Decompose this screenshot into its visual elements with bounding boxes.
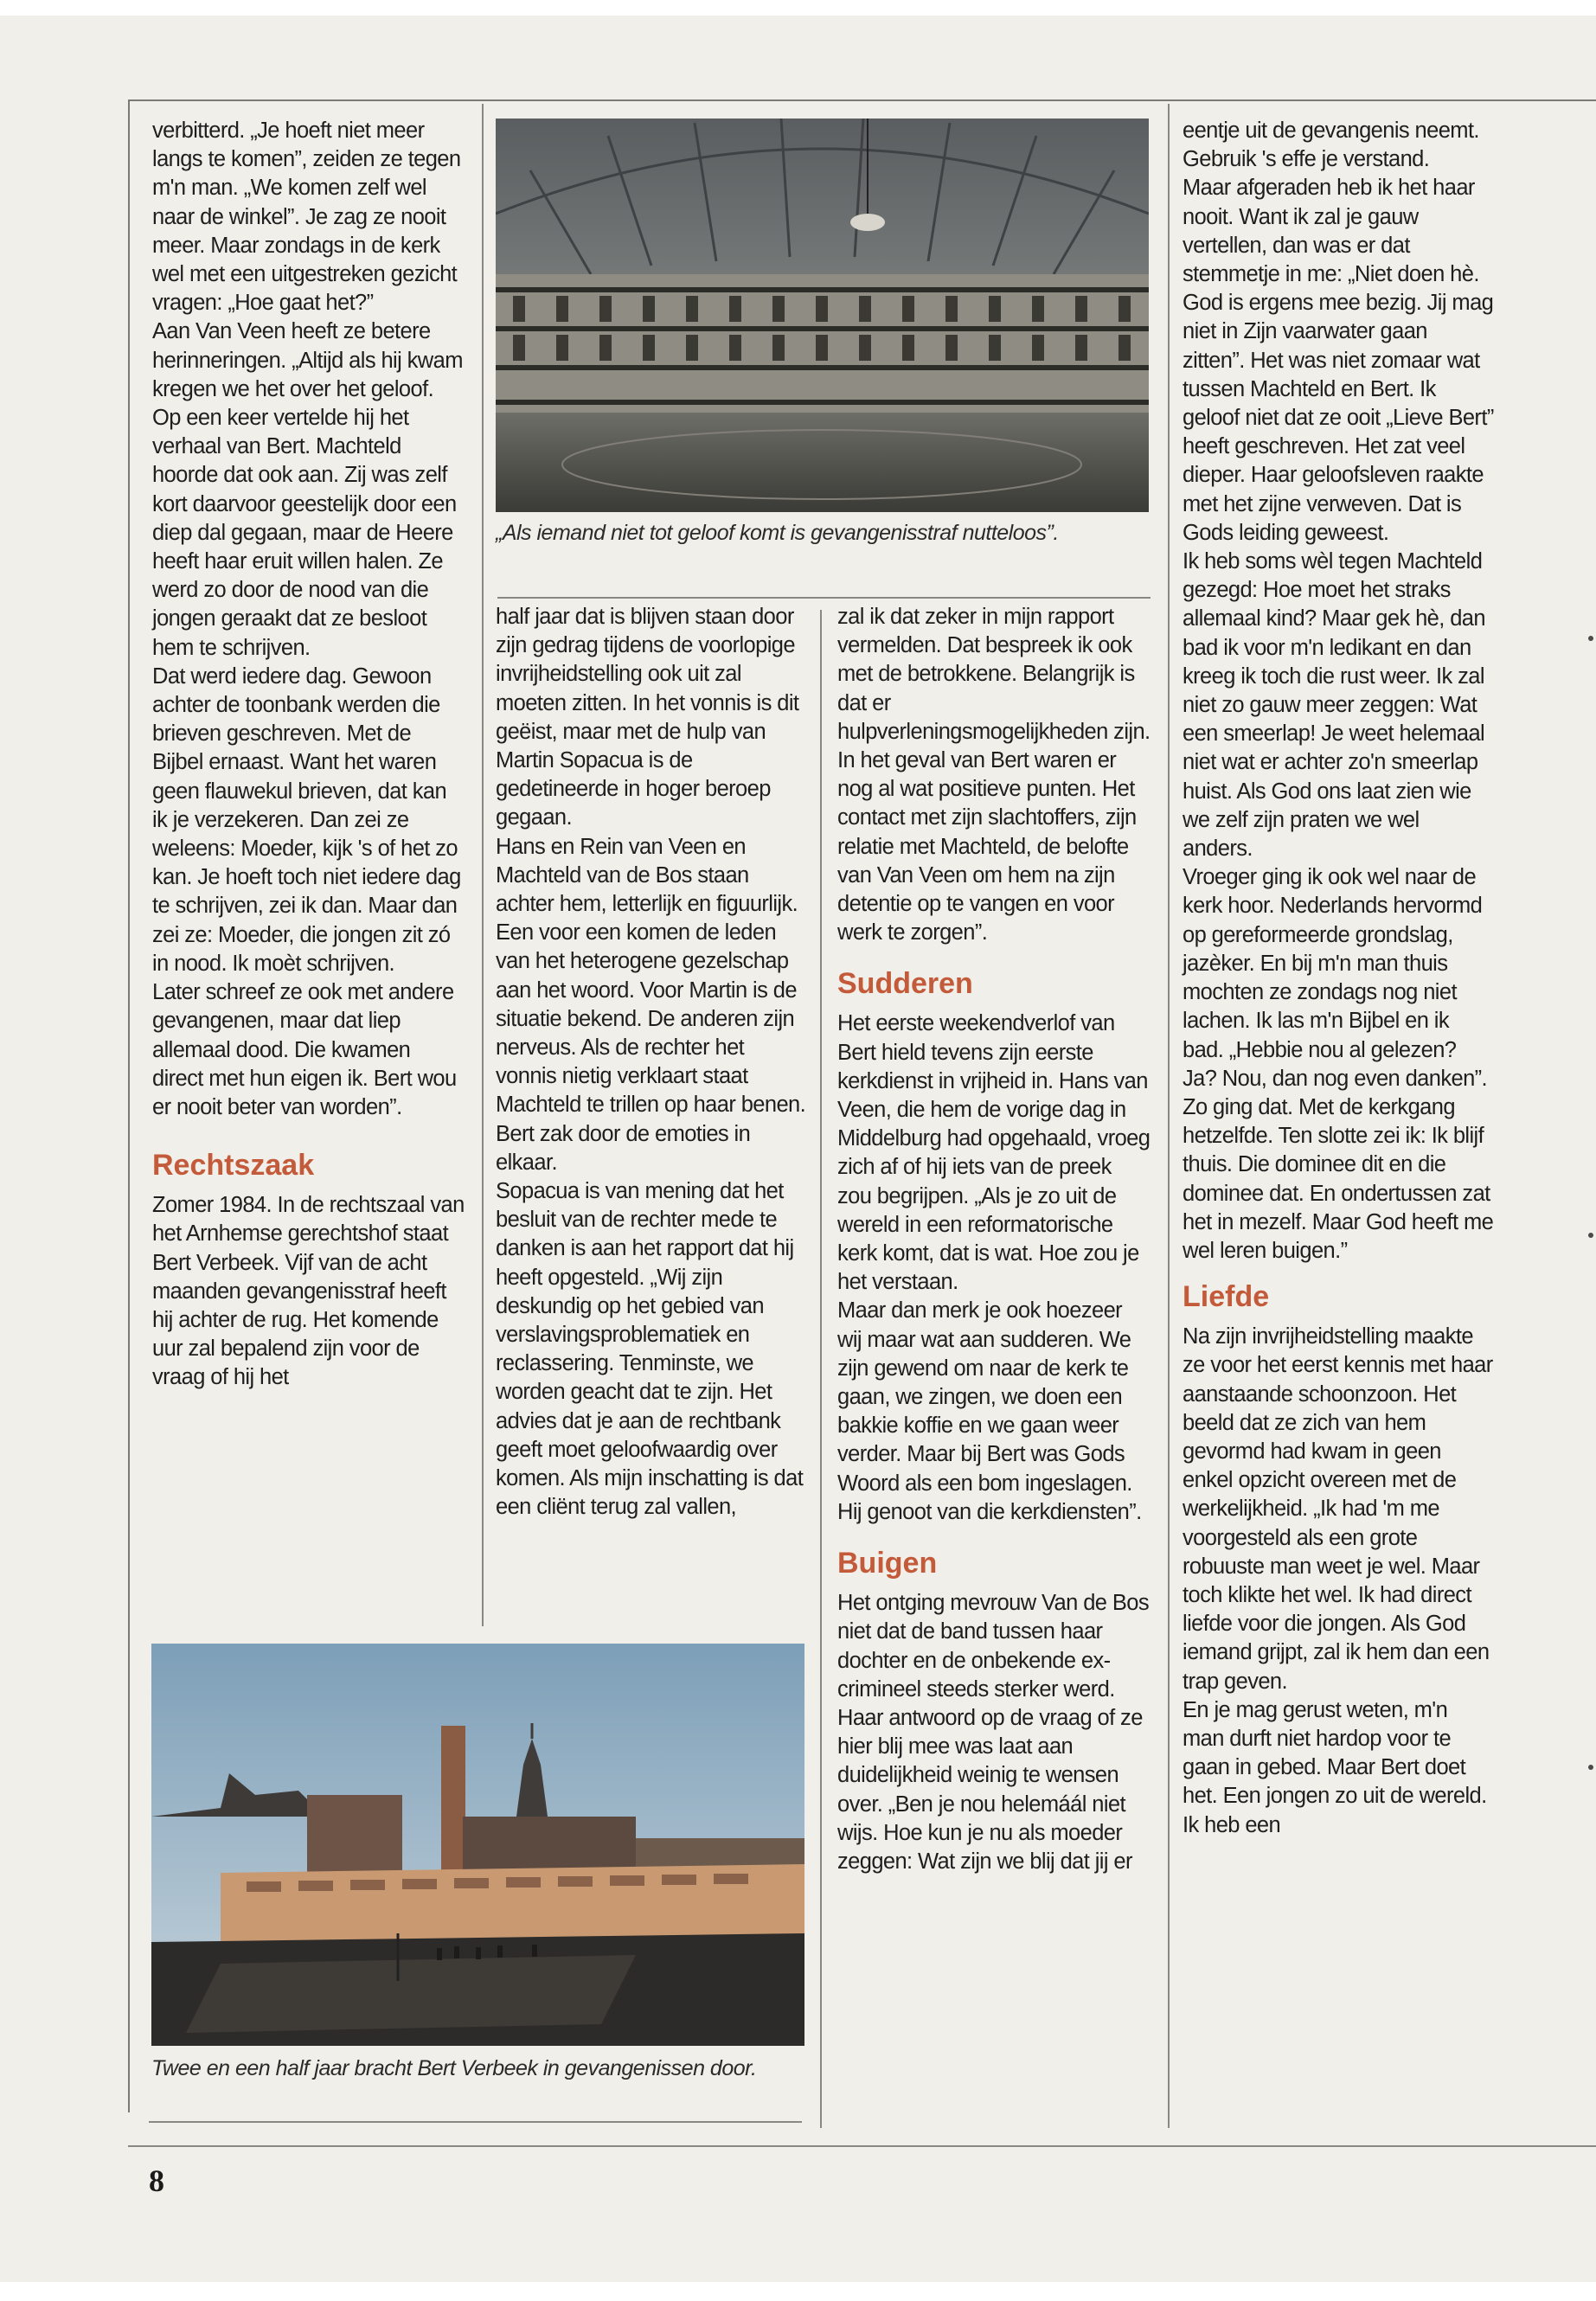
prison-dome-photo [496,119,1149,512]
paragraph: verbitterd. „Je hoeft niet meer langs te komen”, zeiden ze tegen m'n man. „We komen zelf wel naar de winkel”. Je zag ze nooit meer. Maar zondags in de kerk wel met een uitgestreken gezicht vragen: „Hoe gaat het?” [152,119,461,316]
paragraph: Aan Van Veen heeft ze betere herinneringen. „Altijd als hij kwam kregen we het over het geloof. Op een keer vertelde hij het verhaal van Bert. Machteld hoorde dat ook aan. Zij was zelf kort daarvoor geestelijk door een diep dal gegaan, maar de Heere heeft haar eruit willen halen. Ze werd zo door de nood van die jongen geraakt dat ze besloot hem te schrijven. [152,319,463,660]
paragraph: Ik heb soms wèl tegen Machteld gezegd: Hoe moet het straks allemaal kind? Maar gek hè, dan bad ik voor m'n ledikant en dan kreeg ik toch die rust weer. Ik zal niet zo gauw meer zeggen: Wat een smeerlap! Je weet helemaal niet wat er achter zo'n smeerlap huist. Als God ons laat zien wie we zelf zijn praten we wel anders. [1183,549,1485,862]
section-heading-sudderen: Sudderen [837,967,973,1001]
paragraph: Het ontging mevrouw Van de Bos niet dat de band tussen haar dochter en de onbekende ex-crimineel steeds sterker werd. Haar antwoord op de vraag of ze hier blij mee was laat aan duidelijkheid weinig te wensen over. „Ben je nou helemáál niet wijs. Hoe kun je nu als moeder zeggen: Wat zijn we blij dat jij er [837,1591,1149,1874]
paragraph: Het eerste weekendverlof van Bert hield tevens zijn eerste kerkdienst in vrijheid in. Hans van Veen, die hem de vorige dag in Middelburg had opgehaald, vroeg zich af of hij iets van de preek zou begrijpen. „Als je zo uit de wereld in een reformatorische kerk komt, dat is wat. Hoe zou je het verstaan. [837,1011,1151,1295]
column-1 [152,117,465,1393]
paragraph: Zomer 1984. In de rechtszaal van het Arnhemse gerechtshof staat Bert Verbeek. Vijf van de acht maanden gevangenisstraf heeft hij achter de rug. Het komende uur zal bepalend zijn voor de vraag of hij het [152,1193,465,1390]
paragraph: Maar dan merk je ook hoezeer wij maar wat aan sudderen. We zijn gewend om naar de kerk te gaan, we zingen, we doen een bakkie koffie en we gaan weer verder. Maar bij Bert was Gods Woord als een bom ingeslagen. Hij genoot van die kerkdiensten”. [837,1298,1142,1524]
paragraph: zal ik dat zeker in mijn rapport vermelden. Dat bespreek ik ook met de betrokkene. Belangrijk is dat er hulpverleningsmogelijkheden zijn. In het geval van Bert waren er nog al wat positieve punten. Het contact met zijn slachtoffers, zijn relatie met Machteld, de belofte van Van Veen om hem na zijn detentie op te vangen en voor werk te zorgen”. [837,605,1151,945]
paragraph: half jaar dat is blijven staan door zijn gedrag tijdens de voorlopige invrijheidstelling ook uit zal moeten zitten. In het vonnis is dit geëist, maar met de hulp van Martin Sopacua is de gedetineerde in hoger beroep gegaan. [496,605,799,830]
paragraph: Later schreef ze ook met andere gevangenen, maar dat liep allemaal dood. Die kwamen direct met hun eigen ik. Bert wou er nooit beter van worden”. [152,980,457,1119]
scan-speck [1588,1765,1593,1770]
section-heading-buigen: Buigen [837,1547,938,1580]
column-rule [820,610,822,2128]
column-rule [1168,104,1170,2128]
paragraph: Vroeger ging ik ook wel naar de kerk hoor. Nederlands hervormd op gereformeerde grondslag, jazèker. En bij m'n man thuis mochten ze zondags nog niet lachen. Ik las m'n Bijbel en ik bad. „Hebbie nou al gelezen? Ja? Nou, dan nog even danken”. Zo ging dat. Met de kerkgang hetzelfde. Ten slotte zei ik: Ik blijf thuis. Die dominee dit en die dominee dat. En ondertussen zat het in mezelf. Maar God heeft me wel leren buigen.” [1183,865,1494,1263]
column-2 [496,603,809,1522]
section-heading-liefde: Liefde [1183,1280,1270,1314]
section-heading-rechtszaak: Rechtszaak [152,1149,315,1183]
photo-caption-bottom: Twee en een half jaar bracht Bert Verbeek in gevangenissen door. [151,2056,757,2080]
caption-rule [149,2121,802,2123]
paragraph: Een voor een komen de leden van het heterogene gezelschap aan het woord. Voor Martin is de situatie bekend. De anderen zijn nerveus. Als de rechter het vonnis nietig verklaart staat Machteld te trillen op haar benen. Bert zak door de emoties in elkaar. [496,920,806,1175]
paragraph: En je mag gerust weten, m'n man durft niet hardop voor te gaan in gebed. Maar Bert doet het. Een jongen zo uit de wereld. Ik heb een [1183,1697,1487,1837]
paragraph: Na zijn invrijheidstelling maakte ze voor het eerst kennis met haar aanstaande schoonzoon. Het beeld dat ze zich van hem gevormd had kwam in geen enkel opzicht overeen met de werkelijkheid. „Ik had 'm me voorgesteld als een grote robuuste man weet je wel. Maar toch klikte het wel. Ik had direct liefde voor die jongen. Als God iemand grijpt, zal ik hem dan een trap geven. [1183,1324,1493,1694]
scan-speck [1588,636,1593,641]
photo-caption-top: „Als iemand niet tot geloof komt is gevangenisstraf nutteloos”. [496,521,1059,545]
paragraph: eentje uit de gevangenis neemt. Gebruik 's effe je verstand. [1183,119,1479,172]
column-4 [1183,117,1494,1840]
page-number: 8 [149,2163,164,2198]
footer-rule [128,2145,1596,2147]
column-rule [482,104,484,1626]
paragraph: Hans en Rein van Veen en Machteld van de Bos staan achter hem, letterlijk en figuurlijk. [496,834,798,917]
caption-rule [497,597,1151,599]
paragraph: Maar afgeraden heb ik het haar nooit. Want ik zal je gauw vertellen, dan was er dat stemmetje in me: „Niet doen hè. God is ergens mee bezig. Jij mag niet in Zijn vaarwater gaan zitten”. Het was niet zomaar wat tussen Machteld en Bert. Ik geloof niet dat ze ooit „Lieve Bert” heeft geschreven. Het zat veel dieper. Haar geloofsleven raakte met het zijne verweven. Dat is Gods leiding geweest. [1183,176,1494,545]
prison-dome-image [496,119,1149,512]
scan-speck [1588,1233,1593,1238]
paragraph: Dat werd iedere dag. Gewoon achter de toonbank werden die brieven geschreven. Met de Bijbel ernaast. Want het waren geen flauwekul brieven, dat kan ik je verzekeren. Dan zei ze weleens: Moeder, kijk 's of het zo kan. Je hoeft toch niet iedere dag te schrijven, zei ik dan. Maar dan zei ze: Moeder, die jongen zit zó in nood. Ik moèt schrijven. [152,663,461,976]
column-3 [837,603,1151,1876]
prison-exterior-image [151,1644,804,2046]
paragraph: Sopacua is van mening dat het besluit van de rechter mede te danken is aan het rapport dat hij heeft opgesteld. „Wij zijn deskundig op het gebied van verslavingsproblematiek en reclassering. Tenminste, we worden geacht dat te zijn. Het advies dat je aan de rechtbank geeft moet geloofwaardig over komen. Als mijn inschatting is dat een cliënt terug zal vallen, [496,1179,804,1520]
prison-exterior-photo [151,1644,804,2046]
